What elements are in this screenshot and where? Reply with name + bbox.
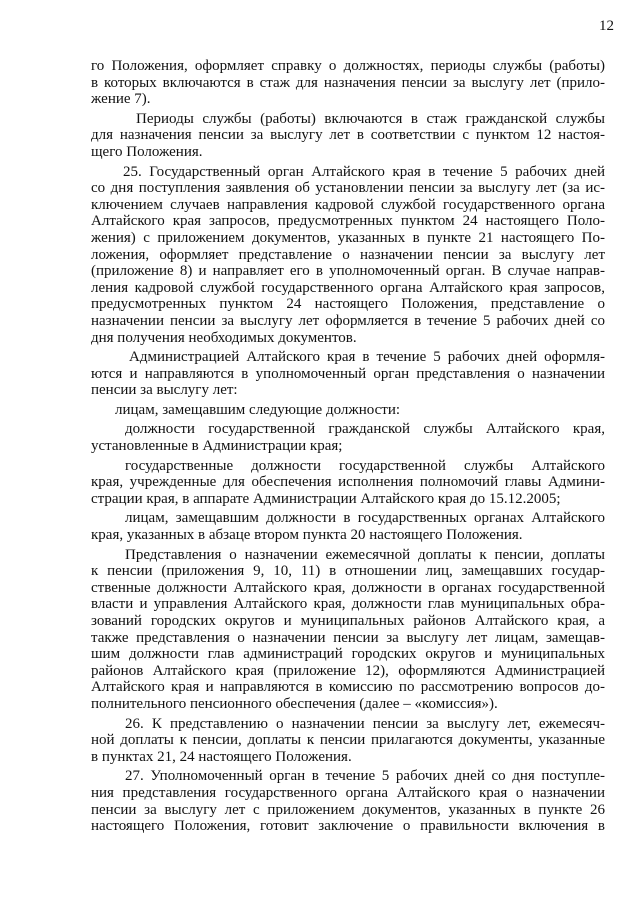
paragraph xyxy=(91,402,605,419)
paragraph xyxy=(91,58,605,108)
text-line: 25. Государственный орган Алтайского края в течение 5 рабочих дней xyxy=(123,163,605,180)
text-line: предусмотренных пунктом 24 настоящего Положения, представление о xyxy=(91,296,605,313)
text-line: Администрацией Алтайского края в течение 5 рабочих дней оформля- xyxy=(129,349,605,366)
paragraph xyxy=(91,421,605,454)
text-line: со дня поступления заявления об установлении пенсии за выслугу лет (за ис- xyxy=(91,180,605,197)
text-line: щего Положения. xyxy=(91,143,203,160)
text-line: жения) с приложением документов, указанных в пункте 21 настоящего По- xyxy=(91,229,605,246)
text-line: Алтайского края и направляются в комиссию по рассмотрению вопросов до- xyxy=(91,679,605,696)
document-body xyxy=(91,58,605,838)
text-line: государственные должности государственной службы Алтайского xyxy=(125,457,605,474)
text-line: в которых включаются в стаж для назначения пенсии за выслугу лет (прило- xyxy=(91,74,605,91)
text-line: страции края, в аппарате Администрации Алтайского края до 15.12.2005; xyxy=(91,490,561,507)
text-line: ния представления государственного органа Алтайского края о назначении xyxy=(91,784,605,801)
text-line: го Положения, оформляет справку о должностях, периоды службы (работы) xyxy=(91,58,605,74)
text-line: Представления о назначении ежемесячной доплаты к пенсии, доплаты xyxy=(125,546,605,563)
text-line: Алтайского края запросов, предусмотренных пунктом 24 настоящего Поло- xyxy=(91,213,605,230)
paragraph xyxy=(91,164,605,347)
paragraph xyxy=(91,510,605,543)
paragraph xyxy=(91,547,605,713)
text-line: дня получения необходимых документов. xyxy=(91,329,357,346)
text-line: ления кадровой службой государственного органа Алтайского края запросов, xyxy=(91,279,605,296)
page-number: 12 xyxy=(599,18,614,34)
text-line: края, учрежденные для обеспечения исполнения полномочий главы Админи- xyxy=(91,474,605,491)
text-line: зований городских округов и муниципальных районов Алтайского края, а xyxy=(91,613,605,629)
paragraph xyxy=(91,111,605,161)
text-line: также представления о назначении пенсии за выслугу лет лицам, замещав- xyxy=(91,629,605,646)
text-line: 26. К представлению о назначении пенсии за выслугу лет, ежемесяч- xyxy=(125,715,605,732)
text-line: ложения, оформляет представление о назначении пенсии за выслугу лет xyxy=(91,246,605,263)
paragraph xyxy=(91,768,605,834)
text-line: районов Алтайского края (приложение 12), оформляются Администрацией xyxy=(91,662,605,679)
text-line: назначении пенсии за выслугу лет оформляется в течение 5 рабочих дней со xyxy=(91,312,605,329)
text-line: должности государственной гражданской службы Алтайского края, xyxy=(125,421,605,438)
paragraph xyxy=(91,349,605,399)
text-line: пенсии за выслугу лет: xyxy=(91,382,238,399)
text-line: ключением случаев направления кадровой службой государственного органа xyxy=(91,196,605,213)
text-line: (приложение 8) и направляет его в уполномоченный орган. В случае направ- xyxy=(91,263,605,280)
text-line: пенсии за выслугу лет с приложением документов, указанных в пункте 26 xyxy=(91,801,605,818)
text-line: ной доплаты к пенсии, доплаты к пенсии прилагаются документы, указанные xyxy=(91,732,605,749)
text-line: власти и управления Алтайского края, должности глав муниципальных обра- xyxy=(91,596,605,613)
text-line: ственные должности Алтайского края, должности в органах государственной xyxy=(91,579,605,596)
text-line: лицам, замещавшим должности в государственных органах Алтайского xyxy=(125,510,605,527)
text-line: 27. Уполномоченный орган в течение 5 рабочих дней со дня поступле- xyxy=(125,768,605,785)
text-line: для назначения пенсии за выслугу лет в соответствии с пунктом 12 настоя- xyxy=(91,127,605,144)
text-line: в пунктах 21, 24 настоящего Положения. xyxy=(91,748,352,765)
text-line: ются и направляются в уполномоченный орган представления о назначении xyxy=(91,365,605,382)
text-line: полнительного пенсионного обеспечения (далее – «комиссия»). xyxy=(91,695,498,712)
text-line: жение 7). xyxy=(91,91,151,108)
text-line: края, указанных в абзаце втором пункта 20 настоящего Положения. xyxy=(91,527,523,544)
text-line: установленные в Администрации края; xyxy=(91,438,343,455)
paragraph xyxy=(91,716,605,766)
text-line: шим должности глав администраций городских округов и муниципальных xyxy=(91,646,605,663)
text-line: лицам, замещавшим следующие должности: xyxy=(115,401,401,418)
text-line: настоящего Положения, готовит заключение о правильности включения в xyxy=(91,818,605,835)
text-line: Периоды службы (работы) включаются в стаж гражданской службы xyxy=(136,110,605,127)
paragraph xyxy=(91,458,605,508)
text-line: к пенсии (приложения 9, 10, 11) в отношении лиц, замещавших государ- xyxy=(91,563,605,580)
